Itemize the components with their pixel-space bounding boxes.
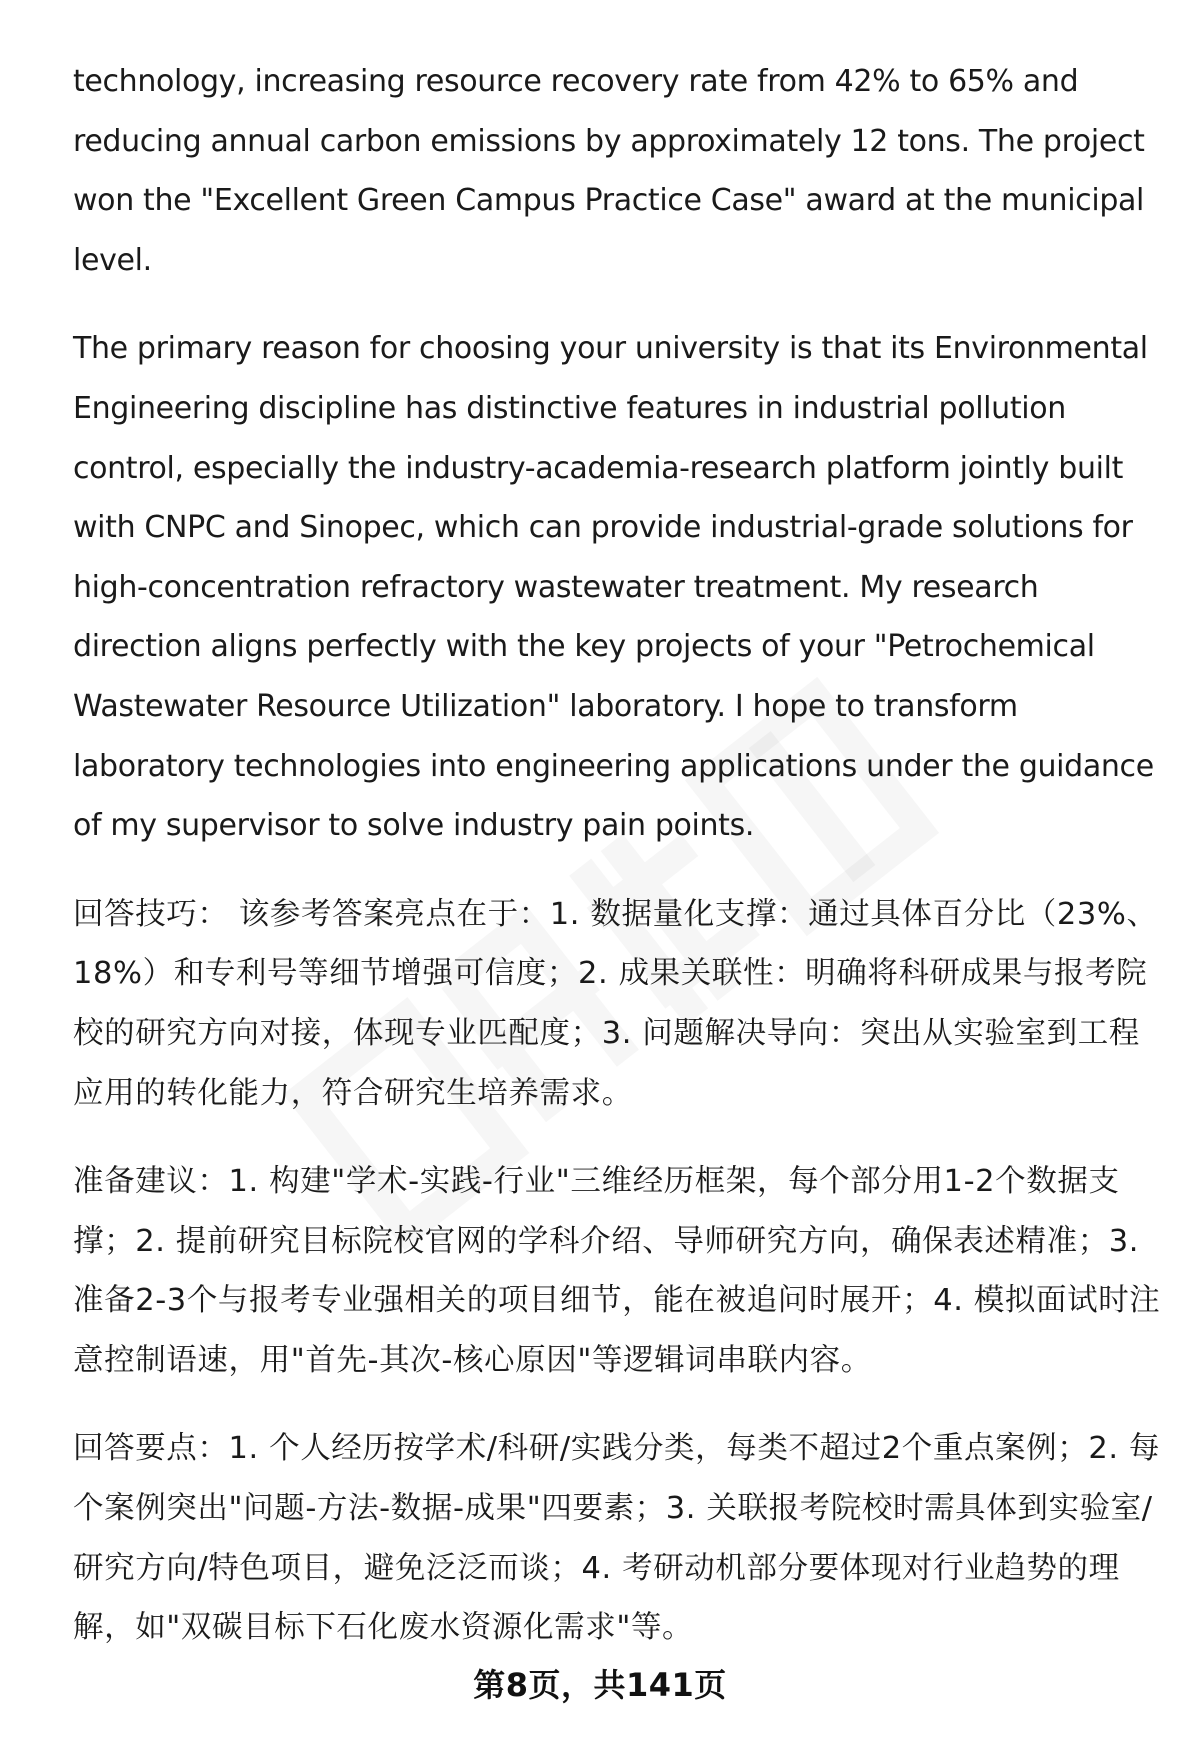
- paragraph-answer-tips: 回答技巧： 该参考答案亮点在于：1. 数据量化支撑：通过具体百分比（23%、18%）和专利号等细节增强可信度；2. 成果关联性：明确将科研成果与报考院校的研究方向对接，体现专业匹配度；3. 问题解决导向：突出从实验室到工程应用的转化能力，符合研究生培养需求。: [73, 896, 1158, 1111]
- document-body: [73, 52, 1163, 1687]
- paragraph-university-choice: The primary reason for choosing your university is that its Environmental Engineering discipline has distinctive features in industrial pollution control, especially the industry-academia-research platform jointly built with CNPC and Sinopec, which can provide industrial-grade solutions for high-concentration refractory wastewater treatment. My research direction aligns perfectly with the key projects of your "Petrochemical Wastewater Resource Utilization" laboratory. I hope to transform laboratory technologies into engineering applications under the guidance of my supervisor to solve industry pain points.: [73, 331, 1154, 844]
- paragraph-project-outcome: technology, increasing resource recovery rate from 42% to 65% and reducing annual carbon emissions by approximately 12 tons. The project won the "Excellent Green Campus Practice Case" award at the municipal level.: [73, 64, 1145, 278]
- paragraph-preparation-advice: 准备建议：1. 构建"学术-实践-行业"三维经历框架，每个部分用1-2个数据支撑；2. 提前研究目标院校官网的学科介绍、导师研究方向，确保表述精准；3. 准备2-3个与报考专业强相关的项目细节，能在被追问时展开；4. 模拟面试时注意控制语速，用"首先-其次-核心原因"等逻辑词串联内容。: [73, 1164, 1161, 1378]
- paragraph-key-points: 回答要点：1. 个人经历按学术/科研/实践分类，每类不超过2个重点案例；2. 每个案例突出"问题-方法-数据-成果"四要素；3. 关联报考院校时需具体到实验室/研究方向/特色项目，避免泛泛而谈；4. 考研动机部分要体现对行业趋势的理解，如"双碳目标下石化废水资源化需求"等。: [73, 1431, 1161, 1646]
- page-number-footer: 第8页，共141页: [473, 1666, 727, 1704]
